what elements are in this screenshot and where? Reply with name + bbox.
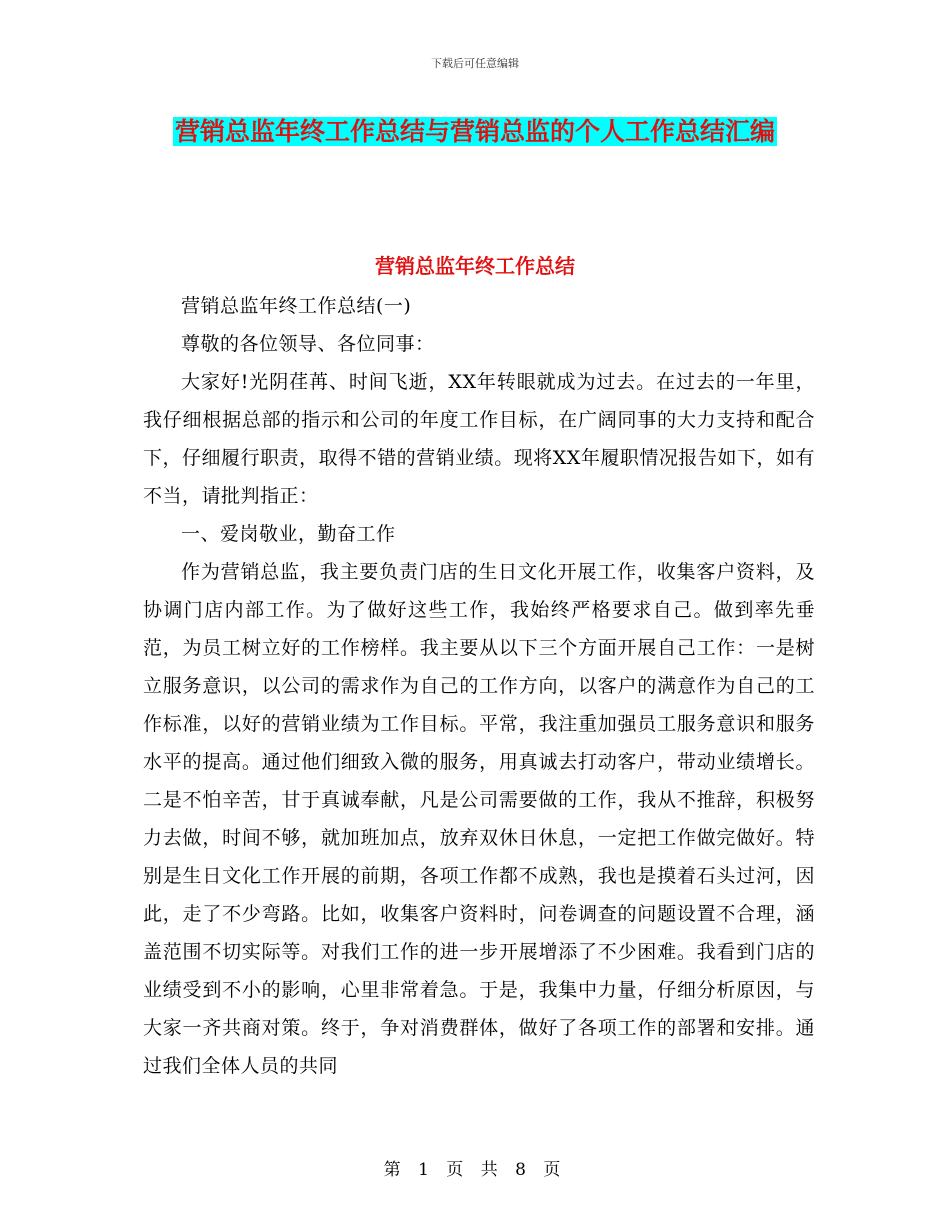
paragraph-subtitle: 营销总监年终工作总结(一) (181, 295, 412, 317)
main-title (140, 110, 810, 154)
section-title: 营销总监年终工作总结 (375, 254, 575, 278)
paragraph-heading-1: 一、爱岗敬业，勤奋工作 (181, 523, 396, 545)
main-title-text: 营销总监年终工作总结与营销总监的个人工作总结汇编 (174, 117, 775, 146)
body-text (143, 287, 815, 1085)
paragraph-body-1: 作为营销总监，我主要负责门店的生日文化开展工作，收集客户资料，及协调门店内部工作。为了做好这些工作，我始终严格要求自己。做到率先垂范，为员工树立好的工作榜样。我主要从以下三个方面开展自己工作：一是树立服务意识，以公司的需求作为自己的工作方向，以客户的满意作为自己的工作标准，以好的营销业绩为工作目标。平常，我注重加强员工服务意识和服务水平的提高。通过他们细致入微的服务，用真诚去打动客户，带动业绩增长。二是不怕辛苦，甘于真诚奉献，凡是公司需要做的工作，我从不推辞，积极努力去做，时间不够，就加班加点，放弃双休日休息，一定把工作做完做好。特别是生日文化工作开展的前期，各项工作都不成熟，我也是摸着石头过河，因此，走了不少弯路。比如，收集客户资料时，问卷调查的问题设置不合理，涵盖范围不切实际等。对我们工作的进一步开展增添了不少困难。我看到门店的业绩受到不小的影响，心里非常着急。于是，我集中力量，仔细分析原因，与大家一齐共商对策。终于，争对消费群体，做好了各项工作的部署和安排。通过我们全体人员的共同 (143, 561, 815, 1077)
paragraph-salutation: 尊敬的各位领导、各位同事： (181, 333, 435, 355)
header-note: 下载后可任意编辑 (431, 57, 519, 70)
page-footer: 第 1 页 共 8 页 (383, 1160, 567, 1180)
paragraph-intro: 大家好!光阴荏苒、时间飞逝，XX年转眼就成为过去。在过去的一年里，我仔细根据总部的指示和公司的年度工作目标，在广阔同事的大力支持和配合下，仔细履行职责，取得不错的营销业绩。现将XX年履职情况报告如下，如有不当，请批判指正： (143, 371, 815, 507)
